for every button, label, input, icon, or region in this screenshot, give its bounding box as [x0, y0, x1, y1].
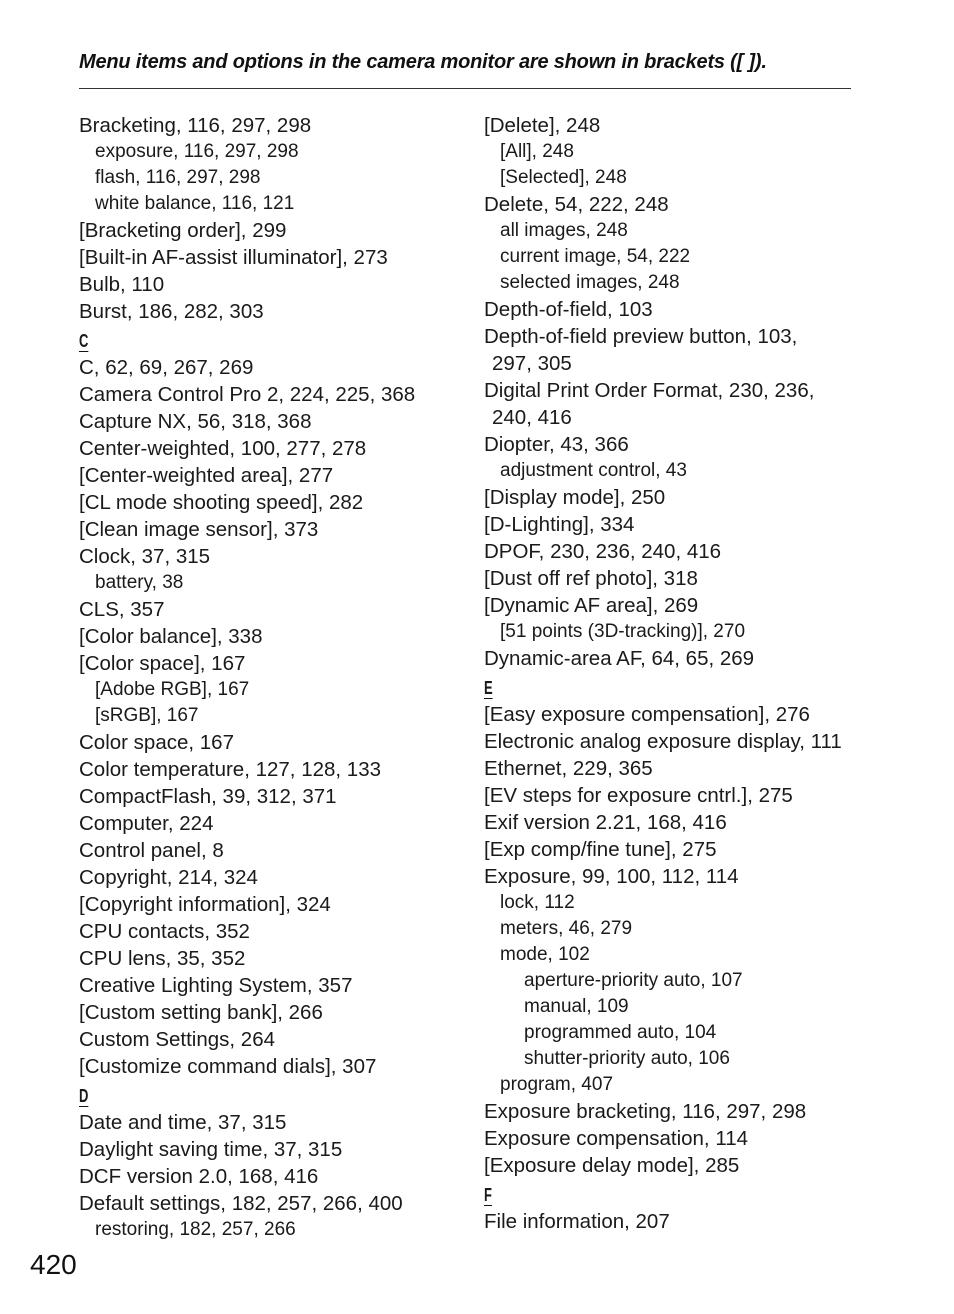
- index-subentry: [51 points (3D-tracking)], 270: [500, 621, 746, 642]
- index-entry: Custom Settings, 264: [79, 1028, 275, 1051]
- page-header-note: Menu items and options in the camera monitor are shown in brackets ([ ]).: [79, 51, 767, 73]
- section-letter-label: D: [79, 1086, 89, 1106]
- index-subentry: all images, 248: [500, 220, 628, 241]
- index-subentry: [Adobe RGB], 167: [95, 679, 250, 700]
- index-subentry: flash, 116, 297, 298: [95, 167, 261, 188]
- index-entry: Delete, 54, 222, 248: [484, 193, 669, 216]
- header-divider: [79, 88, 851, 89]
- index-section-letter: [79, 1080, 479, 1109]
- index-entry: Bracketing, 116, 297, 298: [79, 114, 312, 137]
- index-subentry: exposure, 116, 297, 298: [95, 141, 299, 162]
- index-entry: [Customize command dials], 307: [79, 1055, 377, 1078]
- index-subentry: selected images, 248: [500, 272, 680, 293]
- index-entry: [Easy exposure compensation], 276: [484, 703, 810, 726]
- index-entry: [CL mode shooting speed], 282: [79, 491, 364, 514]
- index-section-letter: [484, 1179, 884, 1208]
- index-entry: Burst, 186, 282, 303: [79, 300, 264, 323]
- index-entry: CLS, 357: [79, 598, 165, 621]
- index-subentry: program, 407: [500, 1074, 614, 1095]
- index-entry: CompactFlash, 39, 312, 371: [79, 785, 337, 808]
- index-entry: Clock, 37, 315: [79, 545, 211, 568]
- index-entry: [Color space], 167: [79, 652, 246, 675]
- page-number: 420: [30, 1249, 77, 1280]
- section-letter-label: C: [79, 331, 89, 351]
- index-entry: Default settings, 182, 257, 266, 400: [79, 1192, 403, 1215]
- index-entry: Exif version 2.21, 168, 416: [484, 811, 727, 834]
- index-entry: Color space, 167: [79, 731, 234, 754]
- section-letter-label: F: [484, 1185, 492, 1205]
- index-entry: DPOF, 230, 236, 240, 416: [484, 540, 722, 563]
- index-entry: Depth-of-field, 103: [484, 298, 653, 321]
- index-entry: [Bracketing order], 299: [79, 219, 287, 242]
- index-entry: Color temperature, 127, 128, 133: [79, 758, 381, 781]
- index-section-letter: [484, 672, 884, 701]
- index-subentry: programmed auto, 104: [524, 1022, 717, 1043]
- index-entry: Depth-of-field preview button, 103,: [484, 325, 798, 348]
- index-entry: [Dynamic AF area], 269: [484, 594, 699, 617]
- index-entry-continuation: 297, 305: [492, 352, 572, 375]
- index-subentry: [sRGB], 167: [95, 705, 199, 726]
- index-entry: Camera Control Pro 2, 224, 225, 368: [79, 383, 416, 406]
- index-entry: [Clean image sensor], 373: [79, 518, 319, 541]
- index-entry: C, 62, 69, 267, 269: [79, 356, 254, 379]
- index-entry: [Exposure delay mode], 285: [484, 1154, 740, 1177]
- section-letter-label: E: [484, 678, 493, 698]
- index-subentry: adjustment control, 43: [500, 460, 687, 481]
- index-entry: Bulb, 110: [79, 273, 165, 296]
- index-entry: [Copyright information], 324: [79, 893, 331, 916]
- index-entry: Date and time, 37, 315: [79, 1111, 287, 1134]
- index-subentry: [Selected], 248: [500, 167, 627, 188]
- index-entry: [Color balance], 338: [79, 625, 263, 648]
- index-entry: Electronic analog exposure display, 111: [484, 730, 842, 753]
- index-entry: Exposure, 99, 100, 112, 114: [484, 865, 739, 888]
- index-entry: CPU lens, 35, 352: [79, 947, 246, 970]
- index-column-right: [484, 112, 884, 1235]
- index-entry: Computer, 224: [79, 812, 214, 835]
- index-subentry: manual, 109: [524, 996, 629, 1017]
- index-entry: Daylight saving time, 37, 315: [79, 1138, 343, 1161]
- index-entry: Ethernet, 229, 365: [484, 757, 653, 780]
- index-subentry: restoring, 182, 257, 266: [95, 1219, 296, 1240]
- index-entry: Diopter, 43, 366: [484, 433, 629, 456]
- index-entry: [Built-in AF-assist illuminator], 273: [79, 246, 388, 269]
- index-entry: DCF version 2.0, 168, 416: [79, 1165, 319, 1188]
- index-entry: [Exp comp/fine tune], 275: [484, 838, 717, 861]
- index-entry: [Dust off ref photo], 318: [484, 567, 698, 590]
- index-subentry: meters, 46, 279: [500, 918, 633, 939]
- index-column-left: [79, 112, 479, 1243]
- index-entry: CPU contacts, 352: [79, 920, 250, 943]
- index-subentry: battery, 38: [95, 572, 184, 593]
- index-entry: [Custom setting bank], 266: [79, 1001, 323, 1024]
- index-subentry: [All], 248: [500, 141, 574, 162]
- index-entry: Copyright, 214, 324: [79, 866, 258, 889]
- index-subentry: aperture-priority auto, 107: [524, 970, 743, 991]
- index-entry-continuation: 240, 416: [492, 406, 572, 429]
- index-entry: Exposure compensation, 114: [484, 1127, 749, 1150]
- index-subentry: current image, 54, 222: [500, 246, 691, 267]
- index-entry: [Delete], 248: [484, 114, 601, 137]
- index-subentry: shutter-priority auto, 106: [524, 1048, 730, 1069]
- index-entry: [EV steps for exposure cntrl.], 275: [484, 784, 793, 807]
- index-subentry: white balance, 116, 121: [95, 193, 295, 214]
- index-entry: Dynamic-area AF, 64, 65, 269: [484, 647, 755, 670]
- index-entry: Creative Lighting System, 357: [79, 974, 353, 997]
- index-entry: Digital Print Order Format, 230, 236,: [484, 379, 815, 402]
- index-entry: Center-weighted, 100, 277, 278: [79, 437, 367, 460]
- index-entry: File information, 207: [484, 1210, 670, 1233]
- index-entry: [Center-weighted area], 277: [79, 464, 334, 487]
- index-entry: Exposure bracketing, 116, 297, 298: [484, 1100, 807, 1123]
- index-entry: [Display mode], 250: [484, 486, 666, 509]
- index-subentry: lock, 112: [500, 892, 575, 913]
- index-entry: Capture NX, 56, 318, 368: [79, 410, 312, 433]
- index-section-letter: [79, 325, 479, 354]
- index-entry: Control panel, 8: [79, 839, 224, 862]
- index-subentry: mode, 102: [500, 944, 590, 965]
- index-entry: [D-Lighting], 334: [484, 513, 635, 536]
